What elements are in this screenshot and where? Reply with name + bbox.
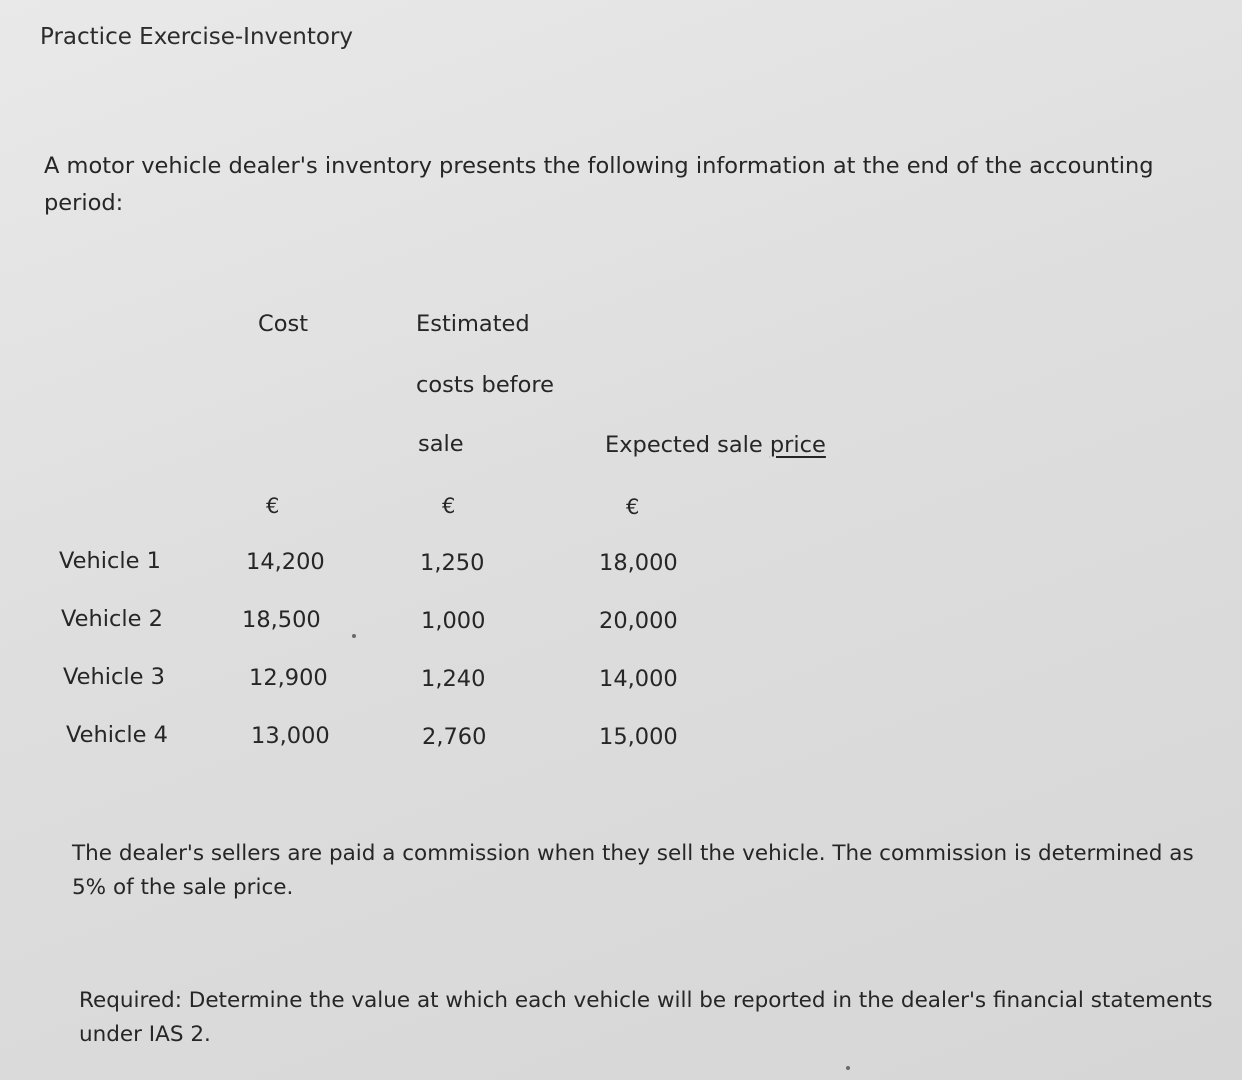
currency-cost: € <box>266 494 280 518</box>
cell-expected-sale-price: 18,000 <box>599 550 678 576</box>
intro-paragraph: A motor vehicle dealer's inventory presents the following information at the end of the accounting period: <box>44 153 1154 216</box>
cell-cost: 12,900 <box>249 665 328 691</box>
paper-speck <box>846 1066 850 1070</box>
row-label: Vehicle 4 <box>66 722 168 748</box>
header-expected-prefix: Expected sale <box>605 432 770 458</box>
required-paragraph: Required: Determine the value at which each vehicle will be reported in the dealer's financial statements under IAS 2. <box>79 988 1213 1047</box>
header-expected-suffix: price <box>769 432 826 458</box>
header-estimated-line1: Estimated <box>416 311 530 337</box>
row-label: Vehicle 2 <box>61 606 163 632</box>
header-expected-sale-price <box>605 432 826 458</box>
cell-expected-sale-price: 14,000 <box>599 666 678 692</box>
currency-costs-before-sale: € <box>442 494 456 518</box>
header-estimated-line3: sale <box>418 431 464 457</box>
paper-speck <box>352 634 356 638</box>
cell-expected-sale-price: 20,000 <box>599 608 678 634</box>
header-cost: Cost <box>258 311 309 337</box>
row-label: Vehicle 1 <box>59 548 161 574</box>
commission-paragraph: The dealer's sellers are paid a commission when they sell the vehicle. The commission is determined as 5% of the sale price. <box>72 841 1194 900</box>
cell-cost: 14,200 <box>246 549 325 575</box>
header-estimated-line2: costs before <box>416 372 554 398</box>
page-title: Practice Exercise-Inventory <box>40 24 354 50</box>
cell-costs-before-sale: 1,250 <box>420 550 485 576</box>
cell-costs-before-sale: 2,760 <box>422 724 487 750</box>
cell-costs-before-sale: 1,240 <box>421 666 486 692</box>
cell-cost: 13,000 <box>251 723 330 749</box>
cell-cost: 18,500 <box>242 607 321 633</box>
row-label: Vehicle 3 <box>63 664 165 690</box>
currency-expected-sale-price: € <box>626 495 640 519</box>
cell-expected-sale-price: 15,000 <box>599 724 678 750</box>
cell-costs-before-sale: 1,000 <box>421 608 486 634</box>
